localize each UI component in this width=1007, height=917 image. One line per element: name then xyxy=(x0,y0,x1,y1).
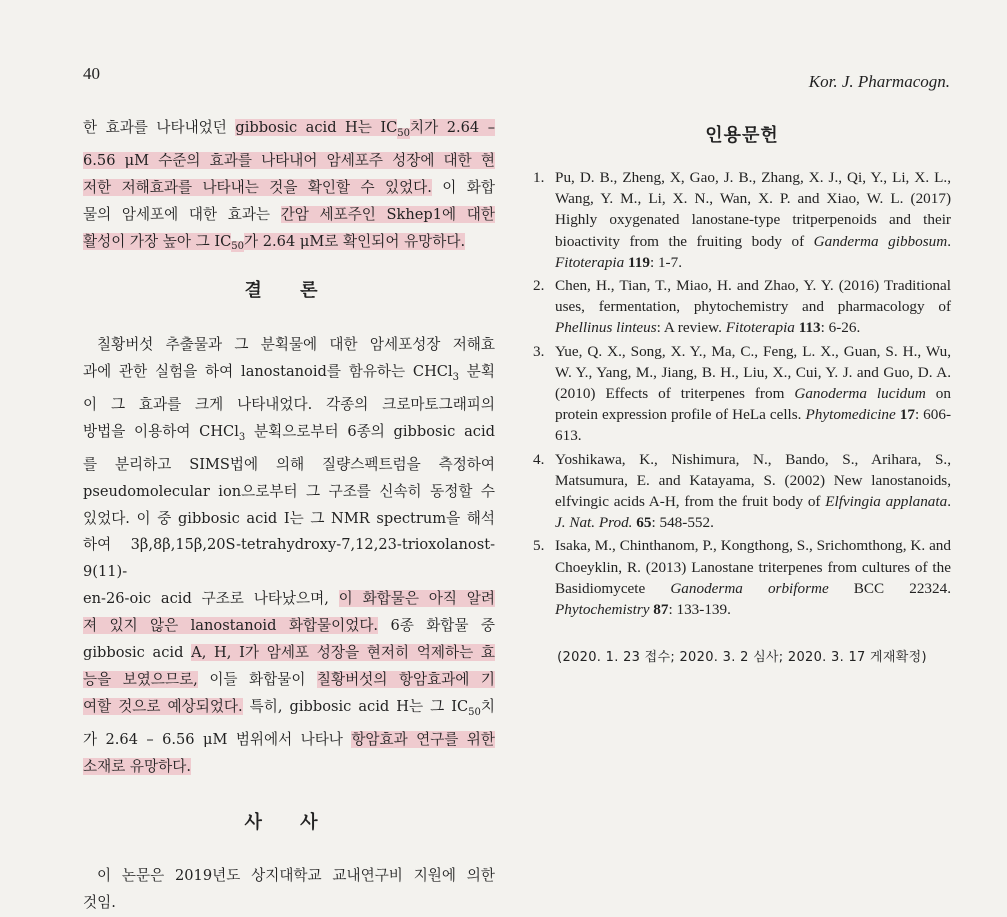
text-line xyxy=(83,419,495,452)
reference-italic-text: Phytochemistry xyxy=(555,601,650,619)
text-segment: 특히, gibbosic acid H는 그 IC xyxy=(242,697,469,715)
reference-italic-text: Ganderma gibbosum xyxy=(813,232,948,250)
text-line xyxy=(83,863,495,890)
conclusion-heading: 결 론 xyxy=(244,280,334,302)
highlighted-text: 능을 보였으므로, xyxy=(83,670,198,688)
highlighted-text: 여할 것으로 예상되었다. xyxy=(83,697,243,715)
reference-italic-text: Fitoterapia xyxy=(555,253,625,271)
text-segment: 이들 화합물이 xyxy=(197,670,317,688)
reference-list xyxy=(533,167,951,620)
text-segment: 하여 3β,8β,15β,20S-tetrahydroxy-7,12,23-trioxolanost-9(11)- xyxy=(83,536,495,581)
text-segment: 를 분리하고 SIMS법에 의해 질량스펙트럼을 측정하여 xyxy=(83,455,495,473)
reference-volume: 119 xyxy=(627,253,650,271)
page-number: 40 xyxy=(83,64,100,83)
text-line xyxy=(83,202,495,229)
highlighted-text: 6.56 μM 수준의 효과를 나타내어 암세포주 성장에 대한 현 xyxy=(83,151,495,169)
text-segment: 이 그 효과를 크게 나타내었다. 각종의 크로마토그래피의 xyxy=(83,395,495,413)
journal-title: Kor. J. Pharmacogn. xyxy=(808,72,950,91)
text-segment: 한 효과를 나타내었던 xyxy=(83,119,236,136)
reference-item xyxy=(533,167,951,273)
reference-volume: 87 xyxy=(653,601,669,619)
text-segment: 가 2.64 – 6.56 μM 범위에서 나타나 xyxy=(83,730,352,748)
text-segment: 3 xyxy=(238,431,246,443)
reference-text: Pu, D. B., Zheng, X, Gao, J. B., Zhang, X. J., Qi, Y., Li, X. L., Wang, Y. M., Li, X. N., Wan, X. P. and Xiao, W. L. (2017) Highly oxygenated lanostane-type tritperpenoids and their bioactivity from the fruiting body of xyxy=(555,169,951,250)
highlighted-text: 저한 저해효과를 나타내는 것을 확인할 수 있었다. xyxy=(83,178,432,196)
text-line xyxy=(83,586,495,613)
reference-item xyxy=(533,275,951,339)
text-segment: 칠황버섯 추출물과 그 분획물에 대한 암세포성장 저해효 xyxy=(97,336,495,354)
reference-italic-text: Phellinus linteus xyxy=(555,319,657,337)
reference-number: 3. xyxy=(533,342,545,360)
text-segment: 방법을 이용하여 CHCl xyxy=(83,422,239,440)
text-line xyxy=(83,667,495,694)
text-line xyxy=(83,694,495,727)
reference-text: Yue, Q. X., Song, X. Y., Ma, C., Feng, L. X., Guan, S. H., Wu, W. Y., Yang, M., Jiang, B. H., Liu, X., Cui, Y. J. and Guo, D. A. (2010) Effects of triterpenes from xyxy=(555,342,951,403)
highlighted-text: 칠황버섯의 항암효과에 기 xyxy=(316,670,495,688)
highlighted-text: 가 2.64 μM로 확인되어 유망하다. xyxy=(244,232,466,250)
text-line xyxy=(83,532,495,586)
acknowledgement-paragraph xyxy=(83,863,495,917)
text-line xyxy=(83,392,495,419)
text-segment: 6종 화합물 중 xyxy=(378,617,495,635)
reference-text: Isaka, M., Chinthanom, P., Kongthong, S., Srichomthong, K. and Choeyklin, R. (2013) Lanostane triterpenes from cultures of the Basidiomycete xyxy=(555,537,951,597)
highlighted-text: 활성이 가장 높아 그 IC xyxy=(83,232,232,250)
reference-text: : 1-7. xyxy=(649,253,682,271)
reference-italic-text: J. Nat. Prod. xyxy=(555,514,633,532)
text-segment: 이 화합 xyxy=(431,178,495,196)
reference-italic-text: Elfvingia applanata xyxy=(825,493,948,511)
reference-text: . xyxy=(947,232,951,250)
highlighted-text: 항암효과 연구를 위한 xyxy=(351,730,495,748)
highlighted-text: 50 xyxy=(397,127,411,139)
text-line xyxy=(83,754,495,781)
received-note: (2020. 1. 23 접수; 2020. 3. 2 심사; 2020. 3. 17 게재확정) xyxy=(557,650,927,666)
text-line xyxy=(83,479,495,506)
reference-text: : 133-139. xyxy=(668,601,731,619)
right-column xyxy=(533,115,951,665)
reference-number: 5. xyxy=(533,537,545,555)
reference-italic-text: Ganoderma orbiforme xyxy=(670,579,829,597)
reference-text: Yoshikawa, K., Nishimura, N., Bando, S., Arihara, S., Matsumura, E. and Katayama, S. (2002) New lanostanoids, elfvingic acids A-H, from the fruit body of xyxy=(555,450,951,511)
reference-volume: 113 xyxy=(798,319,821,337)
text-segment: 분획으로부터 6종의 gibbosic acid xyxy=(245,422,495,440)
reference-item xyxy=(533,449,951,534)
reference-text: : A review. xyxy=(656,319,726,337)
reference-item xyxy=(533,341,951,447)
reference-text: Chen, H., Tian, T., Miao, H. and Zhao, Y. Y. (2016) Traditional uses, fermentation, phytochemistry and pharmacology of xyxy=(555,277,951,316)
left-column xyxy=(83,115,495,917)
intro-paragraph xyxy=(83,115,495,261)
reference-text: on protein expression profile of HeLa cells. xyxy=(555,385,951,424)
text-segment: 50 xyxy=(468,706,481,718)
highlighted-text: 50 xyxy=(231,241,245,253)
reference-volume: 17 xyxy=(899,406,915,424)
reference-item xyxy=(533,535,951,620)
text-line xyxy=(83,727,495,754)
text-line xyxy=(83,332,495,359)
text-line xyxy=(83,359,495,392)
text-segment: 있었다. 이 중 gibbosic acid I는 그 NMR spectrum을 해석 xyxy=(83,509,495,527)
acknowledgement-heading: 사 사 xyxy=(244,812,334,834)
text-line xyxy=(83,613,495,640)
reference-text: . xyxy=(947,493,951,511)
reference-italic-text: Ganoderma lucidum xyxy=(794,385,926,403)
highlighted-text: A, H, I가 암세포 성장을 현저히 억제하는 효 xyxy=(191,644,495,662)
reference-text: : 606-613. xyxy=(555,406,952,445)
references-heading: 인용문헌 xyxy=(705,125,779,146)
text-segment: 3 xyxy=(452,372,460,384)
text-line xyxy=(83,148,495,175)
highlighted-text: 간암 세포주인 Skhep1에 대한 xyxy=(280,205,495,223)
text-segment: pseudomolecular ion으로부터 그 구조를 신속히 동정할 수 xyxy=(83,482,495,500)
text-line xyxy=(83,175,495,202)
reference-volume: 65 xyxy=(636,514,652,532)
text-segment: gibbosic acid xyxy=(83,644,192,662)
conclusion-paragraph xyxy=(83,332,495,780)
reference-text: : 548-552. xyxy=(651,514,714,532)
text-segment: 물의 암세포에 대한 효과는 xyxy=(83,205,281,223)
reference-text: BCC 22324. xyxy=(828,579,951,597)
reference-number: 4. xyxy=(533,450,545,468)
highlighted-text: gibbosic acid H는 IC xyxy=(235,119,398,136)
text-segment: en-26-oic acid 구조로 나타났으며, xyxy=(83,590,339,608)
reference-text: : 6-26. xyxy=(820,319,861,337)
text-line xyxy=(83,506,495,533)
text-segment: 것임. xyxy=(83,894,116,912)
highlighted-text: 소재로 유망하다. xyxy=(83,757,191,775)
text-line xyxy=(83,640,495,667)
reference-number: 2. xyxy=(533,277,545,295)
highlighted-text: 이 화합물은 아직 알려 xyxy=(338,590,495,608)
highlighted-text: 져 있지 않은 lanostanoid 화합물이었다. xyxy=(83,617,379,635)
highlighted-text: 치가 2.64 – xyxy=(410,119,496,136)
reference-italic-text: Fitoterapia xyxy=(725,319,795,337)
text-segment: 과에 관한 실험을 하여 lanostanoid를 함유하는 CHCl xyxy=(83,363,453,381)
text-line xyxy=(83,115,495,148)
reference-italic-text: Phytomedicine xyxy=(805,406,896,424)
text-segment: 치 xyxy=(480,697,495,715)
text-line xyxy=(83,890,495,917)
text-line xyxy=(83,452,495,479)
text-segment: 이 논문은 2019년도 상지대학교 교내연구비 지원에 의한 xyxy=(97,867,495,885)
text-line xyxy=(83,229,495,262)
reference-number: 1. xyxy=(533,169,545,186)
text-segment: 분획 xyxy=(459,363,495,381)
